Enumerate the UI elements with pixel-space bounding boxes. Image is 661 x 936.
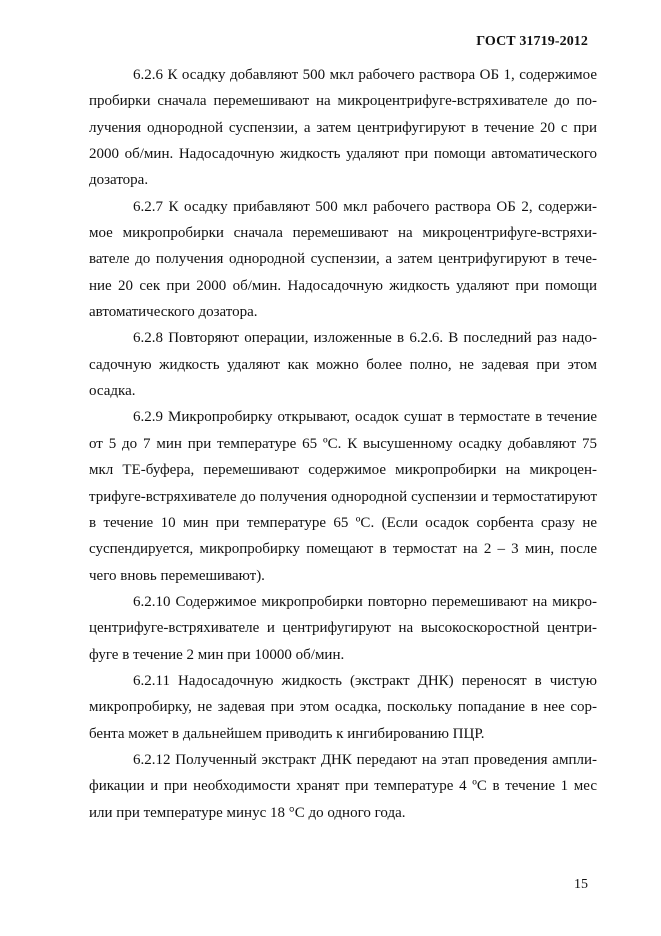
document-body: [89, 62, 597, 826]
paragraph-6-2-8: 6.2.8 Повторяют операции, изложенные в 6.2.6. В последний раз надосадочную жидкость удаляют как можно более полно, не задевая при этом осадка.: [89, 330, 597, 400]
page-number: 15: [574, 877, 588, 892]
paragraph-6-2-12: 6.2.12 Полученный экстракт ДНК передают на этап проведения амплификации и при необходимости хранят при температуре 4 ºС в течение 1 мес или при температуре минус 18 °С до одного года.: [89, 751, 597, 821]
paragraph-6-2-9: 6.2.9 Микропробирку открывают, осадок сушат в термостате в течение от 5 до 7 мин при температуре 65 ºС. К высушенному осадку добавляют 75 мкл ТЕ-буфера, перемешивают содержимое микропробирки на микроцентрифуге-встряхивателе до получения однородной суспензии и термостатируют в течение 10 мин при температуре 65 ºС. (Если осадок сорбента сразу не суспендируется, микропробирку помещают в термостат на 2 – 3 мин, после чего вновь перемешивают).: [89, 409, 597, 584]
paragraph-6-2-11: 6.2.11 Надосадочную жидкость (экстракт ДНК) переносят в чистую микропробирку, не задевая при этом осадка, поскольку попадание в нее сорбента может в дальнейшем приводить к ингибированию ПЦР.: [89, 672, 597, 742]
paragraph-6-2-6: 6.2.6 К осадку добавляют 500 мкл рабочего раствора ОБ 1, содержимое пробирки сначала перемешивают на микроцентрифуге-встряхивателе до получения однородной суспензии, а затем центрифугируют в течение 20 с при 2000 об/мин. Надосадочную жидкость удаляют при помощи автоматического дозатора.: [89, 67, 597, 189]
paragraph-6-2-10: 6.2.10 Содержимое микропробирки повторно перемешивают на микроцентрифуге-встряхивателе и центрифугируют на высокоскоростной центрифуге в течение 2 мин при 10000 об/мин.: [89, 593, 597, 663]
paragraph-6-2-7: 6.2.7 К осадку прибавляют 500 мкл рабочего раствора ОБ 2, содержимое микропробирки сначала перемешивают на микроцентрифуге-встряхивателе до получения однородной суспензии, а затем центрифугируют в течение 20 сек при 2000 об/мин. Надосадочную жидкость удаляют при помощи автоматического дозатора.: [89, 198, 597, 321]
document-standard-header: ГОСТ 31719-2012: [476, 34, 588, 49]
